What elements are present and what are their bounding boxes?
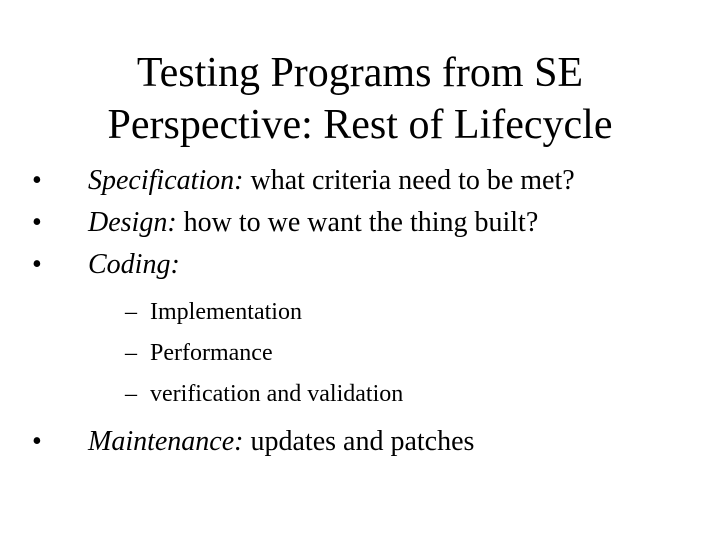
title-line-2: Perspective: Rest of Lifecycle xyxy=(107,102,613,148)
slide-title xyxy=(40,47,680,151)
bullet-term: Coding: xyxy=(88,249,180,280)
bullet-icon: • xyxy=(32,426,42,457)
bullet-icon: • xyxy=(32,165,42,196)
bullet-list xyxy=(32,160,702,463)
dash-icon: – xyxy=(125,340,137,366)
sub-bullet-text: Implementation xyxy=(150,299,302,325)
bullet-term: Specification: xyxy=(88,165,244,196)
sub-bullet-performance xyxy=(32,333,702,374)
sub-bullet-implementation xyxy=(32,292,702,333)
bullet-term: Design: xyxy=(88,207,177,238)
bullet-text: updates and patches xyxy=(243,426,475,457)
dash-icon: – xyxy=(125,381,137,407)
title-line-1: Testing Programs from SE xyxy=(136,50,584,96)
bullet-coding xyxy=(32,244,702,286)
bullet-design xyxy=(32,202,702,244)
bullet-maintenance xyxy=(32,421,702,463)
bullet-specification xyxy=(32,160,702,202)
coding-sub-list xyxy=(32,292,702,415)
bullet-icon: • xyxy=(32,207,42,238)
bullet-text: how to we want the thing built? xyxy=(176,207,539,238)
bullet-text: what criteria need to be met? xyxy=(243,165,575,196)
sub-bullet-text: Performance xyxy=(150,340,273,366)
bullet-term: Maintenance: xyxy=(88,426,244,457)
bullet-icon: • xyxy=(32,249,42,280)
sub-bullet-text: verification and validation xyxy=(150,381,404,407)
sub-bullet-verification xyxy=(32,374,702,415)
dash-icon: – xyxy=(125,299,137,325)
